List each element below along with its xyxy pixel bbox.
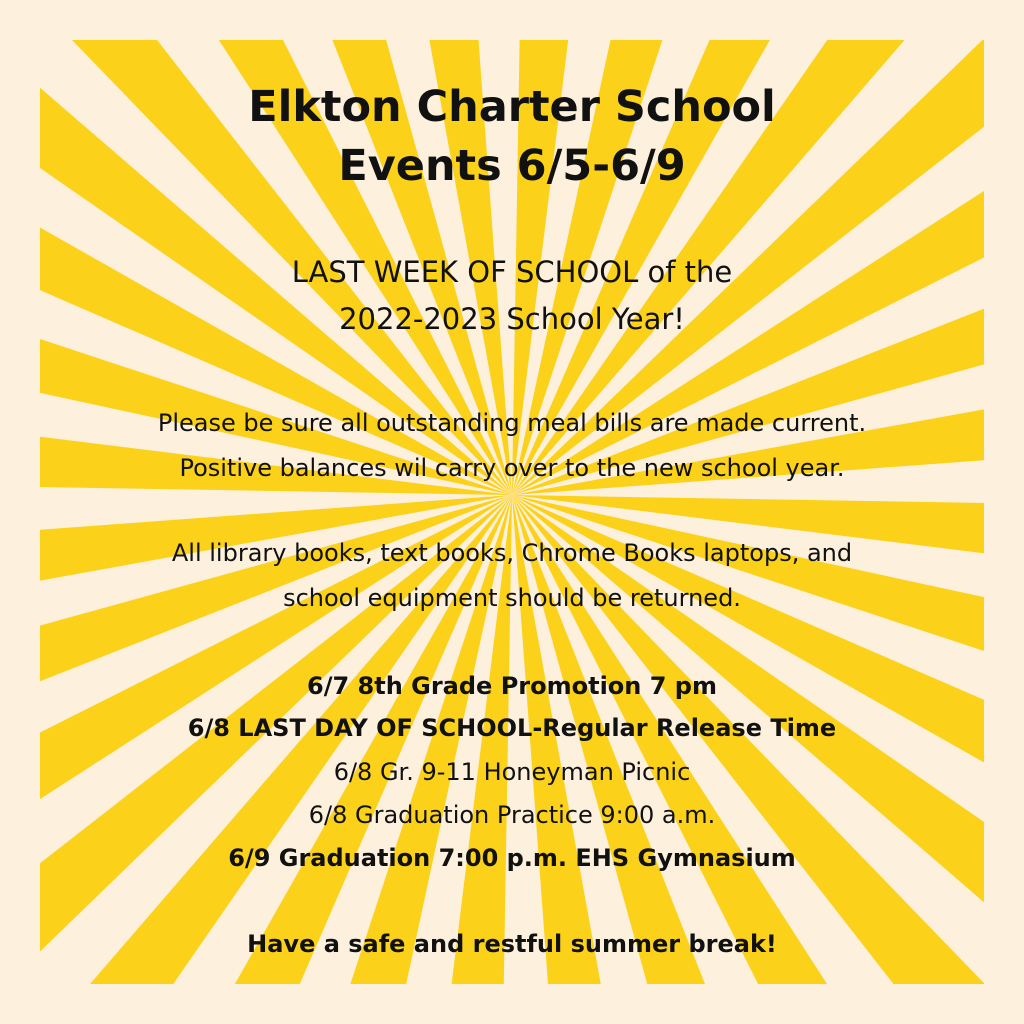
event-picnic: 6/8 Gr. 9-11 Honeyman Picnic: [333, 758, 691, 786]
event-promotion: 6/7 8th Grade Promotion 7 pm: [307, 672, 717, 700]
event-graduation: 6/9 Graduation 7:00 p.m. EHS Gymnasium: [228, 844, 796, 872]
title-line-1: Elkton Charter School: [248, 82, 776, 132]
meal-notice-line-2: Positive balances wil carry over to the new school year.: [179, 454, 845, 482]
subtitle-line-1: LAST WEEK OF SCHOOL of the: [291, 255, 733, 289]
event-last-day: 6/8 LAST DAY OF SCHOOL-Regular Release Time: [187, 714, 837, 742]
meal-notice-line-1: Please be sure all outstanding meal bills are made current.: [157, 409, 867, 437]
return-notice-line-1: All library books, text books, Chrome Books laptops, and: [171, 539, 853, 567]
title-line-2: Events 6/5-6/9: [338, 141, 686, 191]
subtitle-line-2: 2022-2023 School Year!: [339, 302, 685, 336]
event-practice: 6/8 Graduation Practice 9:00 a.m.: [308, 801, 716, 829]
closing-message: Have a safe and restful summer break!: [247, 930, 777, 958]
return-notice-line-2: school equipment should be returned.: [283, 584, 741, 612]
